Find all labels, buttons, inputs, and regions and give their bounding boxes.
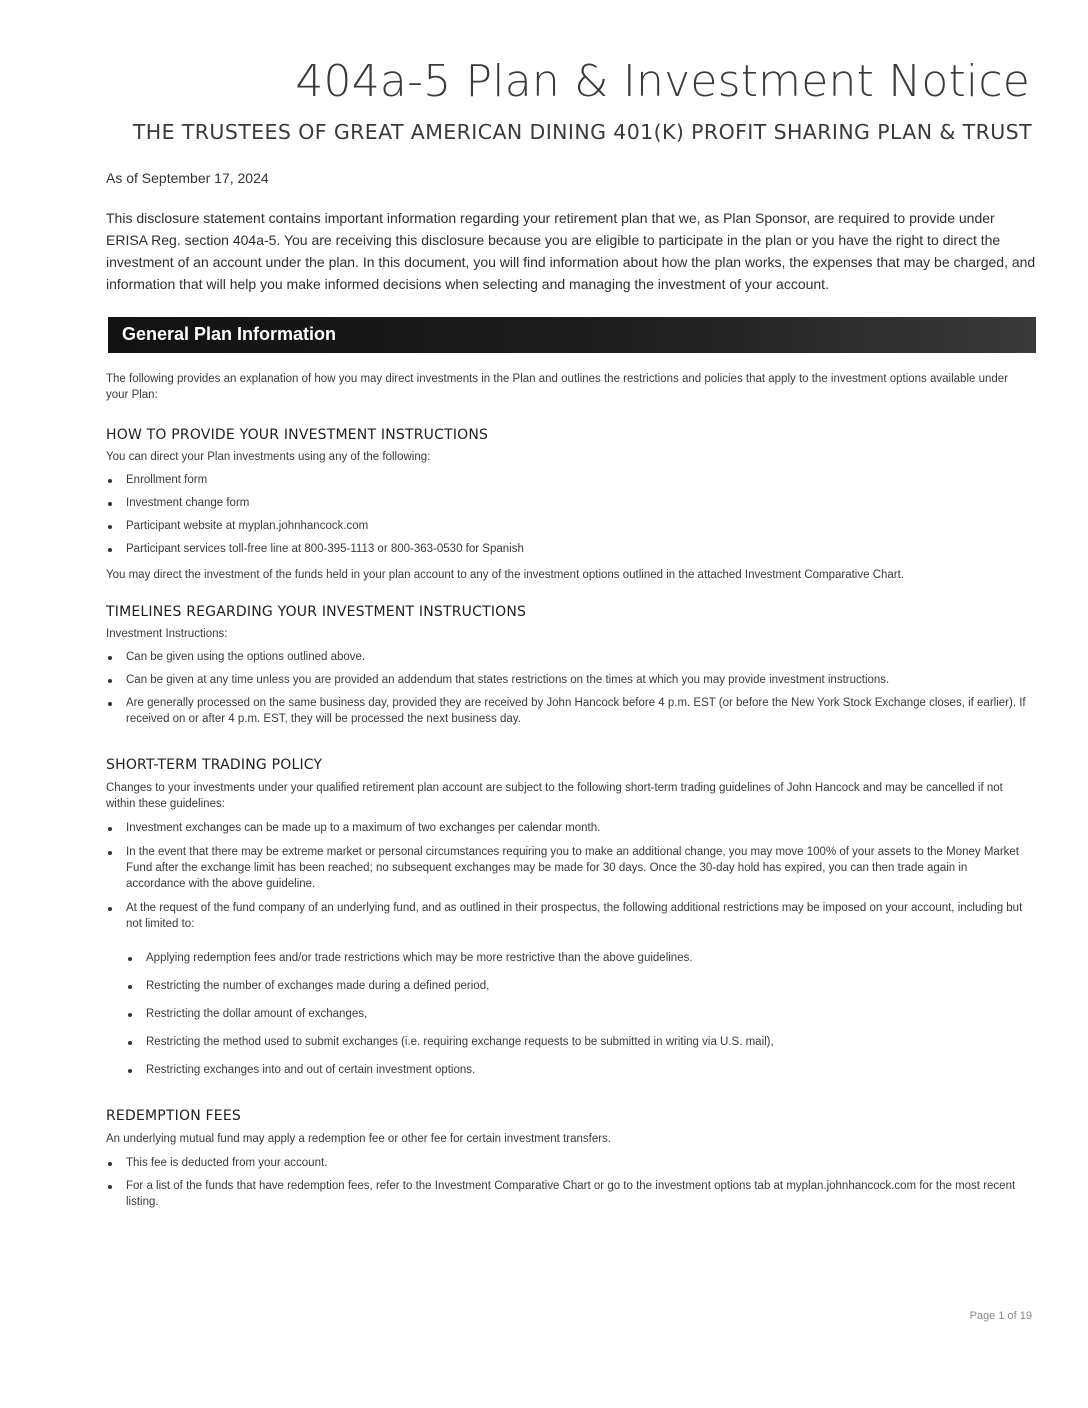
short-term-list	[106, 820, 1026, 932]
list-item: Restricting the dollar amount of exchanges,	[106, 1006, 1026, 1022]
list-item: In the event that there may be extreme market or personal circumstances requiring you to make an additional change, you may move 100% of your assets to the Money Market Fund after the exchange limit has been reached; no subsequent exchanges may be made for 30 days. Once the 30-day hold has expired, you can then trade again in accordance with the above guideline.	[106, 844, 1026, 892]
redemption-list	[106, 1155, 1026, 1210]
how-to-lead: You can direct your Plan investments using any of the following:	[106, 451, 431, 463]
how-to-list	[106, 472, 1026, 557]
list-item: Investment exchanges can be made up to a maximum of two exchanges per calendar month.	[106, 820, 1026, 836]
list-item: Participant services toll-free line at 800-395-1113 or 800-363-0530 for Spanish	[106, 541, 1026, 557]
list-item: For a list of the funds that have redemption fees, refer to the Investment Comparative Chart or go to the investment options tab at myplan.johnhancock.com for the most recent listing.	[106, 1178, 1026, 1210]
list-item: Can be given using the options outlined above.	[106, 649, 1026, 665]
as-of-date: As of September 17, 2024	[106, 170, 269, 186]
list-item: Participant website at myplan.johnhancock.com	[106, 518, 1026, 534]
how-to-closing: You may direct the investment of the funds held in your plan account to any of the investment options outlined in the attached Investment Comparative Chart.	[106, 569, 905, 581]
general-lead-text: The following provides an explanation of how you may direct investments in the Plan and outlines the restrictions and policies that apply to the investment options available under your Plan:	[106, 373, 1008, 401]
list-item: Restricting the method used to submit exchanges (i.e. requiring exchange requests to be submitted in writing via U.S. mail),	[106, 1034, 1026, 1050]
short-term-lead: Changes to your investments under your qualified retirement plan account are subject to the following short-term trading guidelines of John Hancock and may be cancelled if not within these guidelines:	[106, 782, 1003, 810]
page-number: Page 1 of 19	[969, 1310, 1032, 1322]
list-item: Can be given at any time unless you are provided an addendum that states restrictions on the times at which you may provide investment instructions.	[106, 672, 1026, 688]
list-item: This fee is deducted from your account.	[106, 1155, 1026, 1171]
how-to-heading: HOW TO PROVIDE YOUR INVESTMENT INSTRUCTIONS	[106, 427, 489, 443]
plan-name-subtitle: THE TRUSTEES OF GREAT AMERICAN DINING 401(K) PROFIT SHARING PLAN & TRUST	[132, 120, 1032, 144]
short-term-sublist	[106, 950, 1026, 1078]
list-item: Restricting the number of exchanges made during a defined period,	[106, 978, 1026, 994]
timelines-list	[106, 649, 1026, 727]
section-title: General Plan Information	[122, 324, 337, 344]
list-item: Applying redemption fees and/or trade restrictions which may be more restrictive than the above guidelines.	[106, 950, 1026, 966]
redemption-heading: REDEMPTION FEES	[106, 1108, 241, 1124]
list-item: Investment change form	[106, 495, 1026, 511]
timelines-heading: TIMELINES REGARDING YOUR INVESTMENT INSTRUCTIONS	[106, 604, 527, 620]
list-item: Restricting exchanges into and out of certain investment options.	[106, 1062, 1026, 1078]
section-header-bar	[108, 317, 1036, 353]
timelines-lead: Investment Instructions:	[106, 628, 228, 640]
page-title: 404a-5 Plan & Investment Notice	[295, 56, 1030, 107]
short-term-heading: SHORT-TERM TRADING POLICY	[106, 757, 323, 773]
redemption-lead: An underlying mutual fund may apply a redemption fee or other fee for certain investment transfers.	[106, 1133, 611, 1145]
list-item: Are generally processed on the same business day, provided they are received by John Hancock before 4 p.m. EST (or before the New York Stock Exchange closes, if earlier). If received on or after 4 p.m. EST, they will be processed the next business day.	[106, 695, 1026, 727]
list-item: Enrollment form	[106, 472, 1026, 488]
list-item: At the request of the fund company of an underlying fund, and as outlined in their prospectus, the following additional restrictions may be imposed on your account, including but not limited to:	[106, 900, 1026, 932]
intro-paragraph: This disclosure statement contains important information regarding your retirement plan that we, as Plan Sponsor, are required to provide under ERISA Reg. section 404a-5. You are receiving this disclosure because you are eligible to participate in the plan or you have the right to direct the investment of an account under the plan. In this document, you will find information about how the plan works, the expenses that may be charged, and information that will help you make informed decisions when selecting and managing the investment of your account.	[106, 210, 1036, 292]
